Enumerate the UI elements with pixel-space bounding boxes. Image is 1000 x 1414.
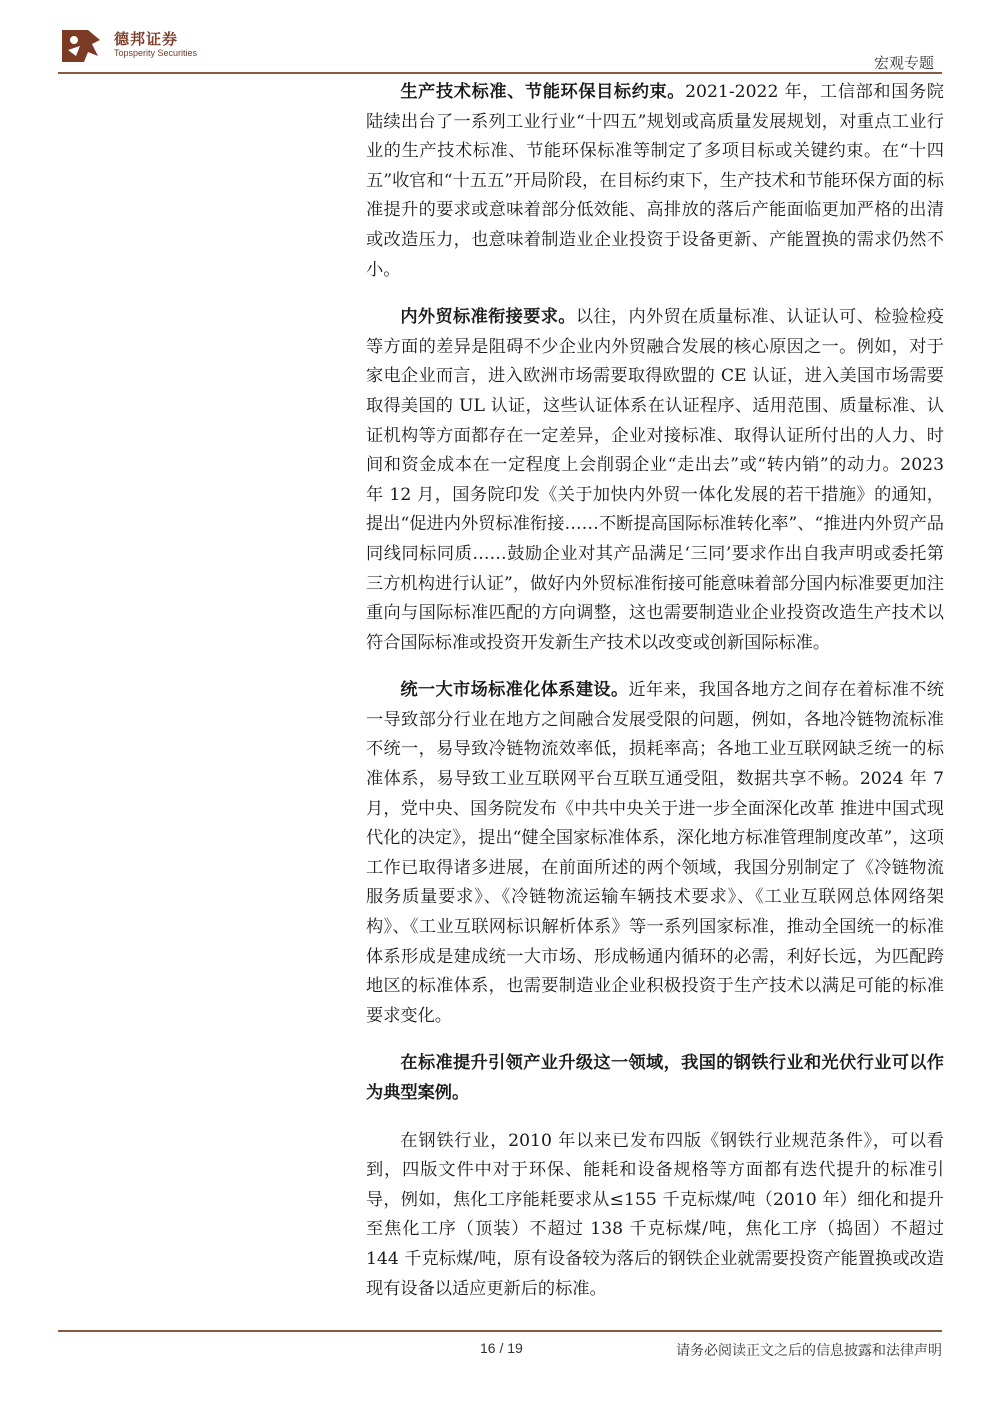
paragraph-lead: 在标准提升引领产业升级这一领域，我国的钢铁行业和光伏行业可以作为典型案例。: [366, 1053, 944, 1103]
logo-text-cn: 德邦证券: [114, 30, 179, 48]
footer-divider: [58, 1330, 942, 1332]
page-number: 16 / 19: [480, 1340, 523, 1356]
paragraph-unified-market: [366, 676, 944, 1031]
paragraph-lead: 统一大市场标准化体系建设。: [400, 680, 629, 701]
section-label: 宏观专题: [873, 54, 934, 72]
company-logo-icon: [58, 22, 104, 68]
paragraph-lead: 生产技术标准、节能环保目标约束。: [400, 82, 686, 102]
paragraph-case-intro: [366, 1049, 944, 1108]
paragraph-text: 2021-2022 年，工信部和国务院陆续出台了一系列工业行业“十四五”规划或高质量发展规划，对重点工业行业的生产技术标准、节能环保标准等制定了多项目标或关键约束。在“十四五”收官和“十五五”开局阶段，在目标约束下，生产技术和节能环保方面的标准提升的要求或意味着部分低效能、高排放的落后产能面临更加严格的出清或改造压力，也意味着制造业企业投资于设备更新、产能置换的需求仍然不小。: [366, 82, 944, 280]
paragraph-text: 在钢铁行业，2010 年以来已发布四版《钢铁行业规范条件》，可以看到，四版文件中对于环保、能耗和设备规格等方面都有迭代提升的标准引导，例如，焦化工序能耗要求从≤155 千克标煤/吨（2010 年）细化和提升至焦化工序（顶装）不超过 138 千克标煤/吨，焦化工序（捣固）不超过 144 千克标煤/吨，原有设备较为落后的钢铁企业就需要投资产能置换或改造现有设备以适应更新后的标准。: [366, 1130, 944, 1299]
header-divider: [58, 72, 942, 74]
page-header: [58, 18, 942, 74]
paragraph-steel-industry: [366, 1127, 944, 1305]
document-body: [366, 78, 944, 1322]
paragraph-text: 近年来，我国各地方之间存在着标准不统一导致部分行业在地方之间融合发展受限的问题，例如，各地冷链物流标准不统一，易导致冷链物流效率低，损耗率高；各地工业互联网缺乏统一的标准体系，易导致工业互联网平台互联互通受阻，数据共享不畅。2024 年 7 月，党中央、国务院发布《中共中央关于进一步全面深化改革 推进中国式现代化的决定》，提出“健全国家标准体系，深化地方标准管理制度改革”，这项工作已取得诸多进展，在前面所述的两个领域，我国分别制定了《冷链物流服务质量要求》、《冷链物流运输车辆技术要求》、《工业互联网总体网络架构》、《工业互联网标识解析体系》等一系列国家标准，推动全国统一的标准体系形成是建成统一大市场、形成畅通内循环的必需，利好长远，为匹配跨地区的标准体系，也需要制造业企业积极投资于生产技术以满足可能的标准要求变化。: [366, 680, 944, 1026]
paragraph-lead: 内外贸标准衔接要求。: [400, 307, 576, 328]
legal-disclaimer: 请务必阅读正文之后的信息披露和法律声明: [676, 1343, 942, 1359]
paragraph-trade-standards: [366, 303, 944, 658]
paragraph-production-standards: [366, 78, 944, 285]
paragraph-text: 以往，内外贸在质量标准、认证认可、检验检疫等方面的差异是阻碍不少企业内外贸融合发展的核心原因之一。例如，对于家电企业而言，进入欧洲市场需要取得欧盟的 CE 认证，进入美国市场需要取得美国的 UL 认证，这些认证体系在认证程序、适用范围、质量标准、认证机构等方面都存在一定差异，企业对接标准、取得认证所付出的人力、时间和资金成本在一定程度上会削弱企业“走出去”或“转内销”的动力。2023 年 12 月，国务院印发《关于加快内外贸一体化发展的若干措施》的通知，提出“促进内外贸标准衔接……不断提高国际标准转化率”、“推进内外贸产品同线同标同质……鼓励企业对其产品满足‘三同’要求作出自我声明或委托第三方机构进行认证”，做好内外贸标准衔接可能意味着部分国内标准要更加注重向与国际标准匹配的方向调整，这也需要制造业企业投资改造生产技术以符合国际标准或投资开发新生产技术以改变或创新国际标准。: [366, 307, 944, 653]
logo-text-en: Topsperity Securities: [114, 48, 198, 58]
